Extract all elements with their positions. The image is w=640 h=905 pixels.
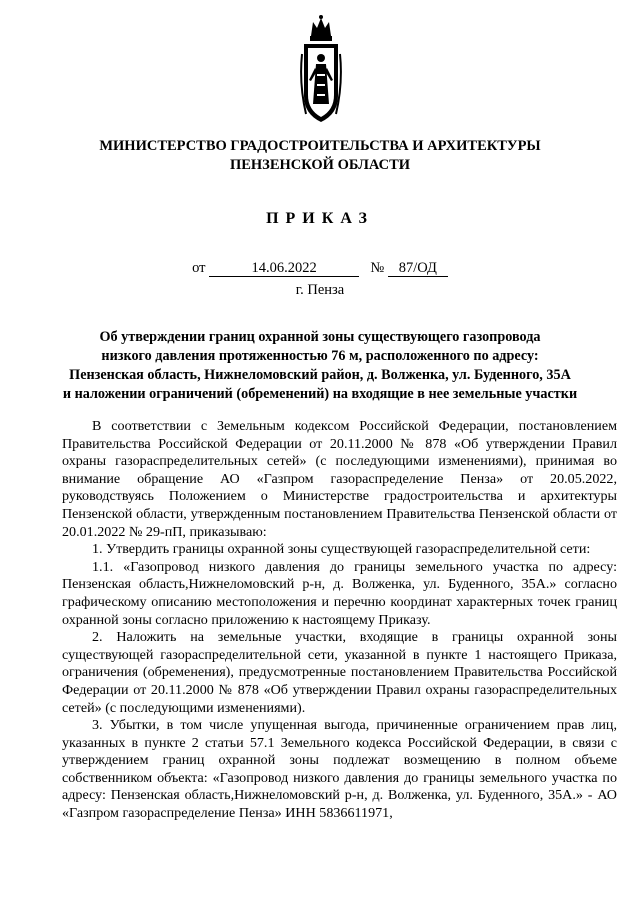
ministry-line-2: ПЕНЗЕНСКОЙ ОБЛАСТИ: [229, 157, 411, 173]
subject-line-2: низкого давления протяженностью 76 м, расположенного по адресу:: [101, 348, 539, 364]
paragraph-item-3: 3. Убытки, в том числе упущенная выгода, причиненные ограничением прав лиц, указанных в пункте 2 статьи 57.1 Земельного кодекса Российской Федерации, в связи с утверждением границ охранной зоны подлежат возмещению в полном объеме собственником объекта: «Газопровод низкого давления до границы земельного участка по адресу: Пензенская область,Нижнеломовский р-н, д. Волженка, ул. Буденного, 35А.» - АО «Газпром газораспределение Пенза» ИНН 5836611971,: [62, 717, 617, 822]
subject-line-4: и наложении ограничений (обременений) на входящие в нее земельные участки: [62, 386, 578, 402]
order-city: г. Пенза: [295, 282, 345, 298]
ministry-name: [0, 137, 640, 175]
number-prefix: №: [370, 260, 385, 276]
subject-line-3: Пензенская область, Нижнеломовский район, д. Волженка, ул. Буденного, 35А: [69, 367, 571, 383]
order-subject: [60, 328, 580, 404]
paragraph-item-2: 2. Наложить на земельные участки, входящие в границы охранной зоны существующей газораспределительной сети, указанной в пункте 1 настоящего Приказа, ограничения (обременения), предусмотренные постановлением Правительства Российской Федерации от 20.11.2000 № 878 «Об утверждении Правил охраны газораспределительных сетей» (с последующими изменениями).: [62, 629, 617, 716]
order-date-line: [0, 260, 640, 277]
ministry-line-1: МИНИСТЕРСТВО ГРАДОСТРОИТЕЛЬСТВА И АРХИТЕКТУРЫ: [99, 138, 541, 154]
paragraph-preamble: В соответствии с Земельным кодексом Российской Федерации, постановлением Правительства Российской Федерации от 20.11.2000 № 878 «Об утверждении Правил охраны газораспределительных сетей» (с последующими изменениями), принимая во внимание обращение АО «Газпром газораспределение Пенза» от 20.05.2022, руководствуясь Положением о Министерстве градостроительства и архитектуры Пензенской области, утвержденным постановлением Правительства Пензенской области от 20.01.2022 № 29-пП, приказываю:: [62, 418, 617, 540]
paragraph-item-1-1: 1.1. «Газопровод низкого давления до границы земельного участка по адресу: Пензенская область,Нижнеломовский р-н, д. Волженка, ул. Буденного, 35А.» согласно графическому описанию местоположения и перечню координат характерных точек границ охранной зоны согласно приложению к настоящему Приказу.: [62, 558, 617, 628]
subject-line-1: Об утверждении границ охранной зоны существующего газопровода: [99, 329, 541, 345]
paragraph-item-1: 1. Утвердить границы охранной зоны существующей газораспределительной сети:: [92, 541, 591, 558]
order-date: 14.06.2022: [209, 260, 359, 277]
date-prefix: от: [192, 260, 206, 276]
order-title: ПРИКАЗ: [266, 210, 374, 227]
penza-coat-of-arms-icon: [298, 14, 344, 126]
order-body: [62, 418, 617, 823]
order-number: 87/ОД: [388, 260, 448, 277]
